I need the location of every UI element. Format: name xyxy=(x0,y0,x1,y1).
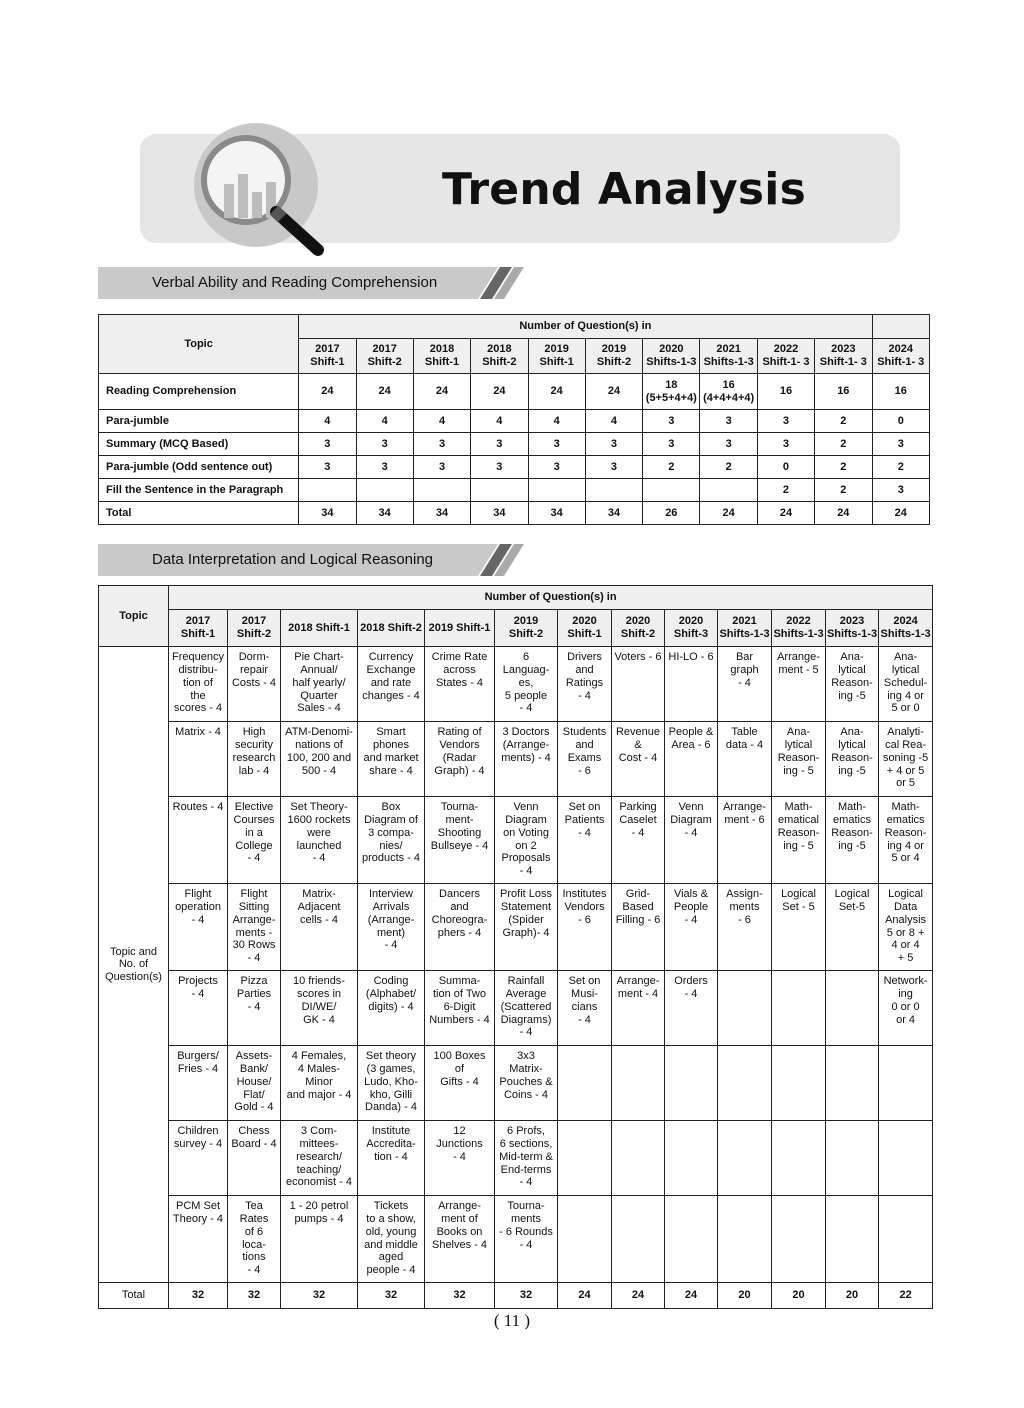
table-row xyxy=(99,374,930,410)
table-cell: Matrix- Adjacent cells - 4 xyxy=(281,884,358,971)
row-topic: Total xyxy=(99,502,299,525)
table-cell: Children survey - 4 xyxy=(169,1121,228,1196)
table-cell: Drivers and Ratings - 4 xyxy=(558,647,612,722)
column-header: 2017 Shift-2 xyxy=(356,339,413,374)
table-cell: 2 xyxy=(815,433,872,456)
table-cell: Arrange- ment - 4 xyxy=(612,971,665,1046)
table-row xyxy=(99,722,933,797)
table-cell: 3 xyxy=(585,456,642,479)
table-cell: Routes - 4 xyxy=(169,797,228,884)
table-cell: Bar graph - 4 xyxy=(718,647,772,722)
table-cell: Logical Data Analysis 5 or 8 + 4 or 4 + 5 xyxy=(879,884,933,971)
table-cell: 6 Profs, 6 sections, Mid-term & End-terms - 4 xyxy=(495,1121,558,1196)
table-cell: 3 xyxy=(757,433,814,456)
table-cell: 24 xyxy=(299,374,356,410)
table-cell: Analyti- cal Rea- soning -5 + 4 or 5 or 5 xyxy=(879,722,933,797)
table-cell: 2 xyxy=(815,456,872,479)
table-cell xyxy=(471,479,528,502)
table-cell: Smart phones and market share - 4 xyxy=(358,722,425,797)
table-row xyxy=(99,797,933,884)
column-header: 2021 Shifts-1-3 xyxy=(700,339,757,374)
table-cell: Crime Rate across States - 4 xyxy=(425,647,495,722)
table-cell: 3 xyxy=(643,410,700,433)
column-header: 2023 Shifts-1-3 xyxy=(826,610,879,647)
row-topic: Para-jumble (Odd sentence out) xyxy=(99,456,299,479)
column-header: 2020 Shift-3 xyxy=(665,610,718,647)
table-cell: Voters - 6 xyxy=(612,647,665,722)
column-header: 2022 Shifts-1-3 xyxy=(772,610,826,647)
table-row xyxy=(99,433,930,456)
table-row xyxy=(99,1196,933,1283)
table-row xyxy=(99,1121,933,1196)
table-row xyxy=(99,479,930,502)
table-cell: 10 friends- scores in DI/WE/ GK - 4 xyxy=(281,971,358,1046)
table-cell: Interview Arrivals (Arrange- ment) - 4 xyxy=(358,884,425,971)
table-cell xyxy=(558,1196,612,1283)
table-cell xyxy=(718,1121,772,1196)
side-label: Topic and No. of Question(s) xyxy=(99,647,169,1283)
table-cell: Logical Set - 5 xyxy=(772,884,826,971)
table-cell xyxy=(826,1046,879,1121)
table-cell: Tourna- ments - 6 Rounds - 4 xyxy=(495,1196,558,1283)
table-cell: 0 xyxy=(757,456,814,479)
column-header: 2017 Shift-1 xyxy=(299,339,356,374)
total-cell: 24 xyxy=(558,1283,612,1309)
table-cell: 2 xyxy=(700,456,757,479)
table-cell: Currency Exchange and rate changes - 4 xyxy=(358,647,425,722)
total-cell: 22 xyxy=(879,1283,933,1309)
total-cell: 24 xyxy=(612,1283,665,1309)
table-cell: PCM Set Theory - 4 xyxy=(169,1196,228,1283)
table-cell: HI-LO - 6 xyxy=(665,647,718,722)
table-cell: 3 xyxy=(872,479,930,502)
total-cell: 20 xyxy=(718,1283,772,1309)
table-cell: 4 xyxy=(585,410,642,433)
table-cell: Ana- lytical Schedul- ing 4 or 5 or 0 xyxy=(879,647,933,722)
total-cell: 32 xyxy=(425,1283,495,1309)
table-cell xyxy=(718,1046,772,1121)
column-header: 2018 Shift-1 xyxy=(413,339,470,374)
table-cell: Table data - 4 xyxy=(718,722,772,797)
table-cell xyxy=(665,1196,718,1283)
table-cell: 2 xyxy=(757,479,814,502)
table-cell: 24 xyxy=(413,374,470,410)
section-header-verbal xyxy=(98,267,528,299)
row-topic: Summary (MCQ Based) xyxy=(99,433,299,456)
total-cell: 24 xyxy=(665,1283,718,1309)
table-cell: 18 (5+5+4+4) xyxy=(643,374,700,410)
table-cell: Arrange- ment of Books on Shelves - 4 xyxy=(425,1196,495,1283)
table-cell: Dorm- repair Costs - 4 xyxy=(228,647,281,722)
table-cell: Set theory (3 games, Ludo, Kho- kho, Gilli Danda) - 4 xyxy=(358,1046,425,1121)
table-cell: Venn Diagram on Voting on 2 Proposals - 4 xyxy=(495,797,558,884)
table-cell: Matrix - 4 xyxy=(169,722,228,797)
column-header: 2017 Shift-2 xyxy=(228,610,281,647)
table-cell: Dancers and Choreogra- phers - 4 xyxy=(425,884,495,971)
table-cell: 16 xyxy=(757,374,814,410)
table-row xyxy=(99,647,933,722)
column-header: 2024 Shift-1- 3 xyxy=(872,339,930,374)
table-cell: High security research lab - 4 xyxy=(228,722,281,797)
table-cell: 34 xyxy=(356,502,413,525)
table-cell: 3 xyxy=(471,433,528,456)
table-row xyxy=(99,884,933,971)
table-cell: 16 xyxy=(815,374,872,410)
table-cell: 12 Junctions - 4 xyxy=(425,1121,495,1196)
topic-header: Topic xyxy=(99,586,169,647)
total-cell: 20 xyxy=(826,1283,879,1309)
table-cell xyxy=(700,479,757,502)
table-cell: 24 xyxy=(356,374,413,410)
table-cell xyxy=(665,1121,718,1196)
page-title: Trend Analysis xyxy=(442,164,806,215)
magnifier-chart-icon xyxy=(184,122,334,257)
table-cell xyxy=(826,1121,879,1196)
table-cell: Burgers/ Fries - 4 xyxy=(169,1046,228,1121)
row-topic: Reading Comprehension xyxy=(99,374,299,410)
total-cell: 32 xyxy=(358,1283,425,1309)
table-cell: 24 xyxy=(471,374,528,410)
table-cell xyxy=(826,971,879,1046)
table-cell xyxy=(612,1196,665,1283)
column-header: 2021 Shifts-1-3 xyxy=(718,610,772,647)
table-cell: Vials & People - 4 xyxy=(665,884,718,971)
table-cell: 2 xyxy=(815,410,872,433)
total-cell: 32 xyxy=(281,1283,358,1309)
table-cell: 3 xyxy=(700,410,757,433)
table-cell: 2 xyxy=(815,479,872,502)
table-cell: 4 xyxy=(413,410,470,433)
table-cell: Parking Caselet - 4 xyxy=(612,797,665,884)
table-cell: Network- ing 0 or 0 or 4 xyxy=(879,971,933,1046)
row-topic: Fill the Sentence in the Paragraph xyxy=(99,479,299,502)
total-row xyxy=(99,1283,933,1309)
table-cell: 16 xyxy=(872,374,930,410)
page-number: ( 11 ) xyxy=(493,1311,531,1330)
table-cell xyxy=(772,971,826,1046)
table-cell: Students and Exams - 6 xyxy=(558,722,612,797)
total-label: Total xyxy=(99,1283,169,1309)
table-cell: Institutes Vendors - 6 xyxy=(558,884,612,971)
section-title: Verbal Ability and Reading Comprehension xyxy=(152,274,438,291)
stripes-decoration-icon xyxy=(458,267,528,299)
table-cell: Flight Sitting Arrange- ments - 30 Rows - 4 xyxy=(228,884,281,971)
table-cell: 3 xyxy=(643,433,700,456)
table-cell: Logical Set-5 xyxy=(826,884,879,971)
group-header: Number of Question(s) in xyxy=(169,586,933,610)
table-cell: Assets- Bank/ House/ Flat/ Gold - 4 xyxy=(228,1046,281,1121)
table-cell: 24 xyxy=(585,374,642,410)
table-cell: 16 (4+4+4+4) xyxy=(700,374,757,410)
table-row xyxy=(99,1046,933,1121)
table-cell: Summa- tion of Two 6-Digit Numbers - 4 xyxy=(425,971,495,1046)
table-cell: 4 xyxy=(356,410,413,433)
table-cell: 3 xyxy=(413,456,470,479)
table-cell xyxy=(718,971,772,1046)
column-header: 2018 Shift-2 xyxy=(358,610,425,647)
table-cell: 3x3 Matrix- Pouches & Coins - 4 xyxy=(495,1046,558,1121)
table-cell xyxy=(826,1196,879,1283)
column-header: 2020 Shift-1 xyxy=(558,610,612,647)
table-cell: 100 Boxes of Gifts - 4 xyxy=(425,1046,495,1121)
table-cell xyxy=(612,1121,665,1196)
table-cell: 3 xyxy=(528,456,585,479)
table-cell xyxy=(772,1121,826,1196)
di-lr-table xyxy=(98,585,933,1309)
table-cell: Profit Loss Statement (Spider Graph)- 4 xyxy=(495,884,558,971)
table-cell: 3 xyxy=(471,456,528,479)
table-cell: 4 xyxy=(471,410,528,433)
row-topic: Para-jumble xyxy=(99,410,299,433)
table-cell: Orders - 4 xyxy=(665,971,718,1046)
table-cell: 4 xyxy=(299,410,356,433)
table-cell: Tea Rates of 6 loca- tions - 4 xyxy=(228,1196,281,1283)
table-cell: 3 xyxy=(413,433,470,456)
table-cell xyxy=(558,1046,612,1121)
table-cell: Tickets to a show, old, young and middle aged people - 4 xyxy=(358,1196,425,1283)
table-cell: Ana- lytical Reason- ing - 5 xyxy=(772,722,826,797)
table-cell: 3 xyxy=(700,433,757,456)
column-header: 2020 Shift-2 xyxy=(612,610,665,647)
table-cell: Elective Courses in a College - 4 xyxy=(228,797,281,884)
table-cell xyxy=(585,479,642,502)
table-cell xyxy=(879,1196,933,1283)
table-cell: 24 xyxy=(872,502,930,525)
table-cell xyxy=(879,1046,933,1121)
table-cell: 2 xyxy=(872,456,930,479)
table-row xyxy=(99,502,930,525)
table-cell xyxy=(413,479,470,502)
column-header: 2019 Shift-1 xyxy=(528,339,585,374)
total-cell: 32 xyxy=(169,1283,228,1309)
table-cell xyxy=(665,1046,718,1121)
column-header: 2023 Shift-1- 3 xyxy=(815,339,872,374)
table-cell: 3 xyxy=(356,433,413,456)
table-cell: 26 xyxy=(643,502,700,525)
total-cell: 32 xyxy=(495,1283,558,1309)
table-cell: 3 xyxy=(528,433,585,456)
table-cell: 4 xyxy=(528,410,585,433)
total-cell: 20 xyxy=(772,1283,826,1309)
table-cell: 34 xyxy=(471,502,528,525)
topic-header: Topic xyxy=(99,315,299,374)
table-cell: Set on Patients - 4 xyxy=(558,797,612,884)
table-cell: 4 Females, 4 Males- Minor and major - 4 xyxy=(281,1046,358,1121)
table-cell: 24 xyxy=(700,502,757,525)
table-cell xyxy=(879,1121,933,1196)
table-cell: Ana- lytical Reason- ing -5 xyxy=(826,647,879,722)
table-cell: Arrange- ment - 5 xyxy=(772,647,826,722)
table-cell xyxy=(612,1046,665,1121)
total-cell: 32 xyxy=(228,1283,281,1309)
table-cell xyxy=(356,479,413,502)
table-cell xyxy=(772,1196,826,1283)
table-cell: 24 xyxy=(757,502,814,525)
column-header: 2019 Shift-2 xyxy=(495,610,558,647)
table-cell: 3 Doctors (Arrange- ments) - 4 xyxy=(495,722,558,797)
table-cell: Frequency distribu- tion of the scores - 4 xyxy=(169,647,228,722)
table-cell: 34 xyxy=(413,502,470,525)
table-cell: Assign- ments - 6 xyxy=(718,884,772,971)
table-cell: Math- ematics Reason- ing -5 xyxy=(826,797,879,884)
table-cell: Institute Accredita- tion - 4 xyxy=(358,1121,425,1196)
table-row xyxy=(99,456,930,479)
verbal-ability-table xyxy=(98,314,930,525)
table-cell: People & Area - 6 xyxy=(665,722,718,797)
column-header: 2022 Shift-1- 3 xyxy=(757,339,814,374)
table-cell: Math- ematical Reason- ing - 5 xyxy=(772,797,826,884)
table-cell xyxy=(558,1121,612,1196)
column-header: 2019 Shift-1 xyxy=(425,610,495,647)
table-cell: Venn Diagram - 4 xyxy=(665,797,718,884)
table-cell: 3 xyxy=(356,456,413,479)
table-cell: Projects - 4 xyxy=(169,971,228,1046)
table-cell: 3 xyxy=(757,410,814,433)
column-header: 2019 Shift-2 xyxy=(585,339,642,374)
table-cell: Tourna- ment- Shooting Bullseye - 4 xyxy=(425,797,495,884)
table-cell: 2 xyxy=(643,456,700,479)
table-row xyxy=(99,971,933,1046)
table-cell: Rainfall Average (Scattered Diagrams) - 4 xyxy=(495,971,558,1046)
table-cell: 1 - 20 petrol pumps - 4 xyxy=(281,1196,358,1283)
table-cell: Chess Board - 4 xyxy=(228,1121,281,1196)
table-cell: 6 Languag- es, 5 people - 4 xyxy=(495,647,558,722)
stripes-decoration-icon xyxy=(458,544,528,576)
table-row xyxy=(99,410,930,433)
table-cell: Ana- lytical Reason- ing -5 xyxy=(826,722,879,797)
table-cell: 34 xyxy=(585,502,642,525)
section-header-di-lr xyxy=(98,544,528,576)
table-cell: ATM-Denomi- nations of 100, 200 and 500 - 4 xyxy=(281,722,358,797)
table-cell xyxy=(299,479,356,502)
table-cell: Revenue & Cost - 4 xyxy=(612,722,665,797)
table-cell: 24 xyxy=(815,502,872,525)
table-cell: Flight operation - 4 xyxy=(169,884,228,971)
table-cell: Pie Chart- Annual/ half yearly/ Quarter Sales - 4 xyxy=(281,647,358,722)
column-header: 2018 Shift-1 xyxy=(281,610,358,647)
table-cell: Grid- Based Filling - 6 xyxy=(612,884,665,971)
table-cell xyxy=(772,1046,826,1121)
group-header: Number of Question(s) in xyxy=(299,315,872,339)
table-cell: Rating of Vendors (Radar Graph) - 4 xyxy=(425,722,495,797)
table-cell: 24 xyxy=(528,374,585,410)
table-cell: 3 xyxy=(585,433,642,456)
column-header: 2017 Shift-1 xyxy=(169,610,228,647)
table-cell: 3 xyxy=(872,433,930,456)
column-header: 2024 Shifts-1-3 xyxy=(879,610,933,647)
table-cell: 3 xyxy=(299,433,356,456)
table-cell: Box Diagram of 3 compa- nies/ products - 4 xyxy=(358,797,425,884)
table-cell: Math- ematics Reason- ing 4 or 5 or 4 xyxy=(879,797,933,884)
table-cell: Pizza Parties - 4 xyxy=(228,971,281,1046)
table-cell: 3 xyxy=(299,456,356,479)
table-cell: Arrange- ment - 6 xyxy=(718,797,772,884)
column-header: 2018 Shift-2 xyxy=(471,339,528,374)
table-cell: 0 xyxy=(872,410,930,433)
table-cell: Coding (Alphabet/ digits) - 4 xyxy=(358,971,425,1046)
section-title: Data Interpretation and Logical Reasoning xyxy=(152,551,434,568)
table-cell: 3 Com- mittees- research/ teaching/ economist - 4 xyxy=(281,1121,358,1196)
table-cell: Set on Musi- cians - 4 xyxy=(558,971,612,1046)
table-cell: 34 xyxy=(299,502,356,525)
column-header: 2020 Shifts-1-3 xyxy=(643,339,700,374)
table-cell xyxy=(718,1196,772,1283)
table-cell xyxy=(528,479,585,502)
table-cell: Set Theory- 1600 rockets were launched - 4 xyxy=(281,797,358,884)
table-cell xyxy=(643,479,700,502)
table-cell: 34 xyxy=(528,502,585,525)
